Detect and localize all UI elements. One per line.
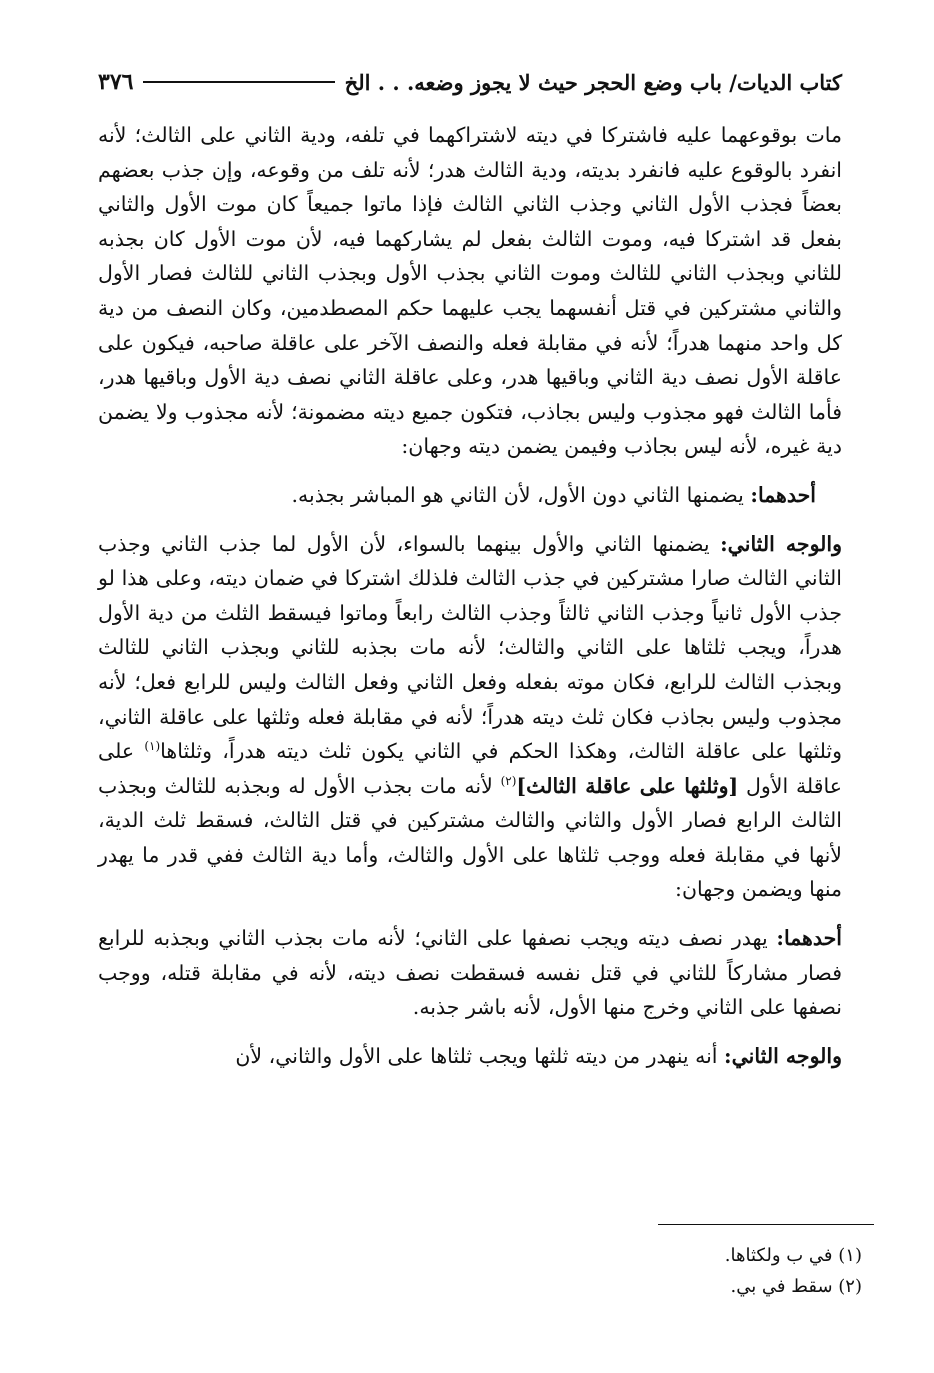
paragraph-label: أحدهما: — [750, 482, 816, 507]
paragraph-text: يضمنها الثاني دون الأول، لأن الثاني هو المباشر بجذبه. — [291, 482, 751, 507]
footnote-number: (٢) — [838, 1276, 862, 1297]
page-number: ٣٧٦ — [98, 69, 134, 95]
running-header — [98, 62, 842, 102]
footnote-marker: (١) — [144, 739, 161, 754]
header-title: كتاب الديات/ باب وضع الحجر حيث لا يجوز وضعه. . . الخ — [344, 69, 842, 95]
footnote-text: سقط في بي. — [730, 1276, 833, 1297]
paragraph-text: يضمنها الثاني والأول بينهما بالسواء، لأن الأول لما جذب الثاني وجذب الثاني الثالث صارا مشتركين في جذب الثالث فلذلك اشتركا في ضمان ديته، وعلى هذا لو جذب الأول ثانياً وجذب الثاني ثالثاً وجذب الثالث رابعاً وماتوا فيسقط الثلث من دية الأول هدراً، ويجب ثلثاها على الثاني والثالث؛ لأنه مات بجذبه للثاني وبجذب الثاني للثالث وبجذب الثالث للرابع، فكان موته بفعله وفعل الثاني وفعل الثالث وليس للرابع فعل؛ لأنه مجذوب وليس بجاذب فكان ثلث ديته هدراً؛ لأنه في مقابلة فعله وثلثها على عاقلة الثاني، وثلثها على عاقلة الثالث، وهكذا الحكم في الثاني يكون ثلث ديته هدراً، وثلثاها — [98, 531, 842, 764]
body-text — [98, 118, 842, 1073]
paragraph-label: أحدهما: — [776, 926, 842, 951]
footnote — [362, 1240, 862, 1271]
footnote — [362, 1271, 862, 1302]
paragraph-text: لأنه مات بجذب الأول له وبجذبه للثالث وبجذب الثالث الرابع فصار الأول والثاني والثالث مشتركين في قتل الثالث، فسقط ثلث الدية، لأنها في مقابلة فعله ووجب ثلثاها على الأول والثالث، وأما دية الثالث ففي قدر ما يهدر منها ويضمن وجهان: — [98, 773, 842, 902]
paragraph — [98, 527, 842, 908]
paragraph-text: مات بوقوعهما عليه فاشتركا في ديته لاشتراكهما في تلفه، ودية الثاني على الثالث؛ لأنه انفرد بالوقوع عليه فانفرد بديته، ودية الثالث هدر؛ لأنه تلف من وقوعه، وإن جذب بعضهم بعضاً فجذب الأول الثاني وجذب الثاني الثالث فإذا ماتوا جميعاً كان موت الأول والثاني بفعل قد اشتركا فيه، وموت الثالث بفعل لم يشاركهما فيه، لأن موت الأول كان بجذبه للثاني وبجذب الثاني للثالث وموت الثاني بجذب الأول وبجذب الثاني للثالث فصار الأول والثاني مشتركين في قتل أنفسهما يجب عليهما حكم المصطدمين، وكان النصف من دية كل واحد منهما هدراً؛ لأنه في مقابلة فعله والنصف الآخر على عاقلة صاحبه، فيكون على عاقلة الأول نصف دية الثاني وباقيها هدر، وعلى عاقلة الثاني نصف دية الأول وباقيها هدر، فأما الثالث فهو مجذوب وليس بجاذب، فتكون جميع ديته مضمونة؛ لأنه مجذوب ولا يضمن دية غيره، لأنه ليس بجاذب وفيمن يضمن ديته وجهان: — [98, 123, 842, 459]
header-rule — [143, 81, 334, 83]
paragraph-label: والوجه الثاني: — [720, 531, 842, 556]
bracketed-insertion: [وثلثها على عاقلة الثالث] — [516, 773, 739, 798]
paragraph — [98, 921, 842, 1025]
paragraph-text: على عاقلة الأول — [98, 739, 842, 798]
paragraph — [98, 1039, 842, 1074]
paragraph-text: يهدر نصف ديته ويجب نصفها على الثاني؛ لأنه مات بجذب الثاني وبجذبه للرابع فصار مشاركاً للثاني في قتل نفسه فسقطت نصف ديته، لأنه في مقابلة قتله، ووجب نصفها على الثاني وخرج منها الأول، لأنه باشر جذبه. — [98, 926, 842, 1020]
footnote-text: في ب ولكثاها. — [724, 1245, 833, 1266]
footnote-marker: (٢) — [500, 773, 517, 788]
paragraph — [98, 478, 842, 513]
paragraph-text: أنه ينهدر من ديته ثلثها ويجب ثلثاها على الأول والثاني، لأن — [235, 1043, 725, 1068]
footnotes — [362, 1240, 862, 1302]
footnote-number: (١) — [838, 1245, 862, 1266]
paragraph-label: والوجه الثاني: — [724, 1043, 842, 1068]
footnote-separator — [658, 1224, 874, 1225]
paragraph — [98, 118, 842, 464]
